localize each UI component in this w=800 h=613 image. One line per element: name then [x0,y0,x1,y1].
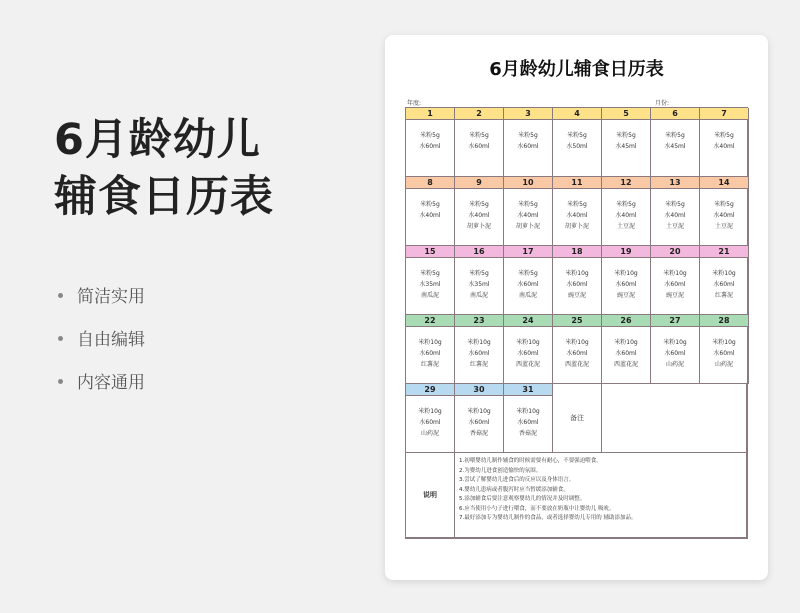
day-menu [553,327,602,384]
menu-line: 香菇泥 [469,430,488,437]
day-number: 3 [504,108,553,120]
menu-line: 水60ml [566,350,588,357]
menu-line: 米粉10g [467,339,491,346]
day-number: 24 [504,315,553,327]
day-menu [700,120,749,177]
day-menu [455,120,504,177]
day-number: 18 [553,246,602,258]
day-number: 22 [406,315,455,327]
day-menu [455,258,504,315]
hero-title-line2: 辅食日历表 [54,172,274,222]
day-number: 27 [651,315,700,327]
menu-line: 山药泥 [665,361,684,368]
day-number: 1 [406,108,455,120]
menu-line: 米粉10g [516,408,540,415]
note-line: 7.最好添加专为婴幼儿制作的食品，或者选择婴幼儿专用的 辅助添加品。 [459,515,637,521]
day-number: 26 [602,315,651,327]
menu-line: 米粉10g [614,270,638,277]
menu-line: 米粉5g [665,201,685,208]
hero-title-line1: 6月龄幼儿 [54,115,261,165]
day-number: 16 [455,246,504,258]
menu-line: 米粉5g [567,201,587,208]
feature-item: 简洁实用 [58,284,145,327]
menu-line: 米粉10g [565,339,589,346]
menu-line: 米粉10g [614,339,638,346]
day-menu [455,189,504,246]
document-preview-card[interactable] [385,35,768,580]
menu-line: 红薯泥 [469,361,488,368]
menu-line: 水35ml [419,281,441,288]
remark-area [602,384,747,453]
day-number: 31 [504,384,553,396]
document-title: 6月龄幼儿辅食日历表 [489,59,664,80]
menu-line: 水60ml [419,143,441,150]
menu-line: 水40ml [566,212,588,219]
day-number: 4 [553,108,602,120]
menu-line: 米粉5g [714,132,734,139]
menu-line: 水60ml [517,281,539,288]
menu-line: 土豆泥 [714,223,733,230]
calendar-grid [405,107,748,539]
menu-line: 西蓝花泥 [613,361,638,368]
day-number: 17 [504,246,553,258]
day-menu [406,327,455,384]
menu-line: 米粉5g [420,270,440,277]
menu-line: 红薯泥 [714,292,733,299]
day-menu [504,327,553,384]
hero-title [54,112,274,226]
menu-line: 水60ml [419,350,441,357]
day-number: 14 [700,177,749,189]
day-menu [651,327,700,384]
menu-line: 米粉10g [467,408,491,415]
day-menu [553,120,602,177]
day-number: 19 [602,246,651,258]
menu-line: 水60ml [664,281,686,288]
note-line: 1.初喂婴幼儿制作辅食的时候需要有耐心，不要强迫喂食。 [459,458,602,464]
menu-line: 水40ml [713,212,735,219]
menu-line: 水40ml [419,212,441,219]
notes-content [455,453,747,538]
menu-line: 水40ml [713,143,735,150]
menu-line: 米粉5g [616,132,636,139]
menu-line: 水60ml [566,281,588,288]
day-number: 29 [406,384,455,396]
menu-line: 米粉5g [518,201,538,208]
menu-line: 水40ml [517,212,539,219]
day-number: 6 [651,108,700,120]
day-number: 15 [406,246,455,258]
menu-line: 南瓜泥 [469,292,488,299]
day-menu [602,258,651,315]
menu-line: 米粉5g [714,201,734,208]
menu-line: 水45ml [615,143,637,150]
day-menu [504,258,553,315]
menu-line: 水60ml [517,350,539,357]
menu-line: 山药泥 [420,430,439,437]
day-menu [700,327,749,384]
menu-line: 米粉10g [663,339,687,346]
menu-line: 米粉5g [518,270,538,277]
month-label: 月份: [655,100,670,107]
menu-line: 西蓝花泥 [515,361,540,368]
day-menu [406,120,455,177]
menu-line: 水45ml [664,143,686,150]
day-menu [406,396,455,453]
menu-line: 水60ml [468,143,490,150]
menu-line: 米粉10g [418,339,442,346]
menu-line: 水60ml [468,350,490,357]
day-menu [651,189,700,246]
menu-line: 水40ml [664,212,686,219]
bullet-dot-icon [58,293,63,298]
note-line: 4.婴幼儿患病或者腹泻时应当暂缓添加辅食。 [459,486,569,493]
menu-line: 豌豆泥 [665,292,684,299]
menu-line: 米粉5g [518,132,538,139]
bullet-dot-icon [58,379,63,384]
menu-line: 土豆泥 [665,223,684,230]
day-number: 23 [455,315,504,327]
day-menu [651,120,700,177]
menu-line: 米粉5g [420,201,440,208]
menu-line: 米粉10g [712,270,736,277]
menu-line: 米粉5g [567,132,587,139]
menu-line: 米粉5g [616,201,636,208]
menu-line: 米粉5g [469,132,489,139]
menu-line: 水60ml [517,419,539,426]
day-menu [700,258,749,315]
day-number: 12 [602,177,651,189]
feature-list [58,284,145,413]
note-line: 2.为婴幼儿进食创造愉快的氛围。 [459,467,542,474]
day-number: 8 [406,177,455,189]
menu-line: 胡萝卜泥 [466,223,491,230]
menu-line: 水60ml [468,419,490,426]
day-number: 2 [455,108,504,120]
day-number: 10 [504,177,553,189]
day-menu [602,120,651,177]
menu-line: 水35ml [468,281,490,288]
note-line: 5.添加辅食后要注意观察婴幼儿的情况并及时调整。 [459,496,586,502]
menu-line: 红薯泥 [420,361,439,368]
menu-line: 米粉5g [469,270,489,277]
menu-line: 水40ml [615,212,637,219]
day-menu [651,258,700,315]
feature-item: 自由编辑 [58,327,145,370]
menu-line: 豌豆泥 [616,292,635,299]
day-menu [602,327,651,384]
menu-line: 米粉5g [420,132,440,139]
menu-line: 水50ml [566,143,588,150]
feature-item: 内容通用 [58,370,145,413]
menu-line: 米粉10g [516,339,540,346]
day-number: 20 [651,246,700,258]
day-number: 28 [700,315,749,327]
day-menu [504,120,553,177]
notes-label: 说明 [406,453,455,538]
menu-line: 山药泥 [714,361,733,368]
day-menu [406,258,455,315]
day-menu [700,189,749,246]
menu-line: 土豆泥 [616,223,635,230]
day-menu [553,258,602,315]
menu-line: 香菇泥 [518,430,537,437]
note-line: 6.应当使用小勺子进行喂食，而不要放在奶瓶中让婴幼儿 吸吮。 [459,505,615,512]
day-number: 9 [455,177,504,189]
menu-line: 南瓜泥 [518,292,537,299]
day-number: 21 [700,246,749,258]
bullet-dot-icon [58,336,63,341]
day-number: 11 [553,177,602,189]
menu-line: 米粉5g [665,132,685,139]
day-menu [602,189,651,246]
menu-line: 米粉10g [712,339,736,346]
menu-line: 水60ml [517,143,539,150]
year-label: 年度: [407,100,422,107]
menu-line: 水60ml [615,281,637,288]
day-number: 30 [455,384,504,396]
day-number: 5 [602,108,651,120]
day-menu [553,189,602,246]
day-menu [455,396,504,453]
day-menu [504,396,553,453]
day-menu [406,189,455,246]
menu-line: 水40ml [468,212,490,219]
menu-line: 米粉10g [663,270,687,277]
menu-line: 水60ml [713,281,735,288]
menu-line: 南瓜泥 [420,292,439,299]
menu-line: 胡萝卜泥 [564,223,589,230]
menu-line: 水60ml [615,350,637,357]
menu-line: 西蓝花泥 [564,361,589,368]
day-number: 13 [651,177,700,189]
day-menu [504,189,553,246]
menu-line: 水60ml [419,419,441,426]
day-number: 25 [553,315,602,327]
menu-line: 米粉10g [418,408,442,415]
menu-line: 胡萝卜泥 [515,223,540,230]
note-line: 3.尝试了解婴幼儿进食后的反应以及身体语言。 [459,477,575,483]
menu-line: 豌豆泥 [567,292,586,299]
menu-line: 米粉10g [565,270,589,277]
menu-line: 水60ml [664,350,686,357]
menu-line: 水60ml [713,350,735,357]
menu-line: 米粉5g [469,201,489,208]
remark-label: 备注 [553,384,602,453]
day-number: 7 [700,108,749,120]
day-menu [455,327,504,384]
